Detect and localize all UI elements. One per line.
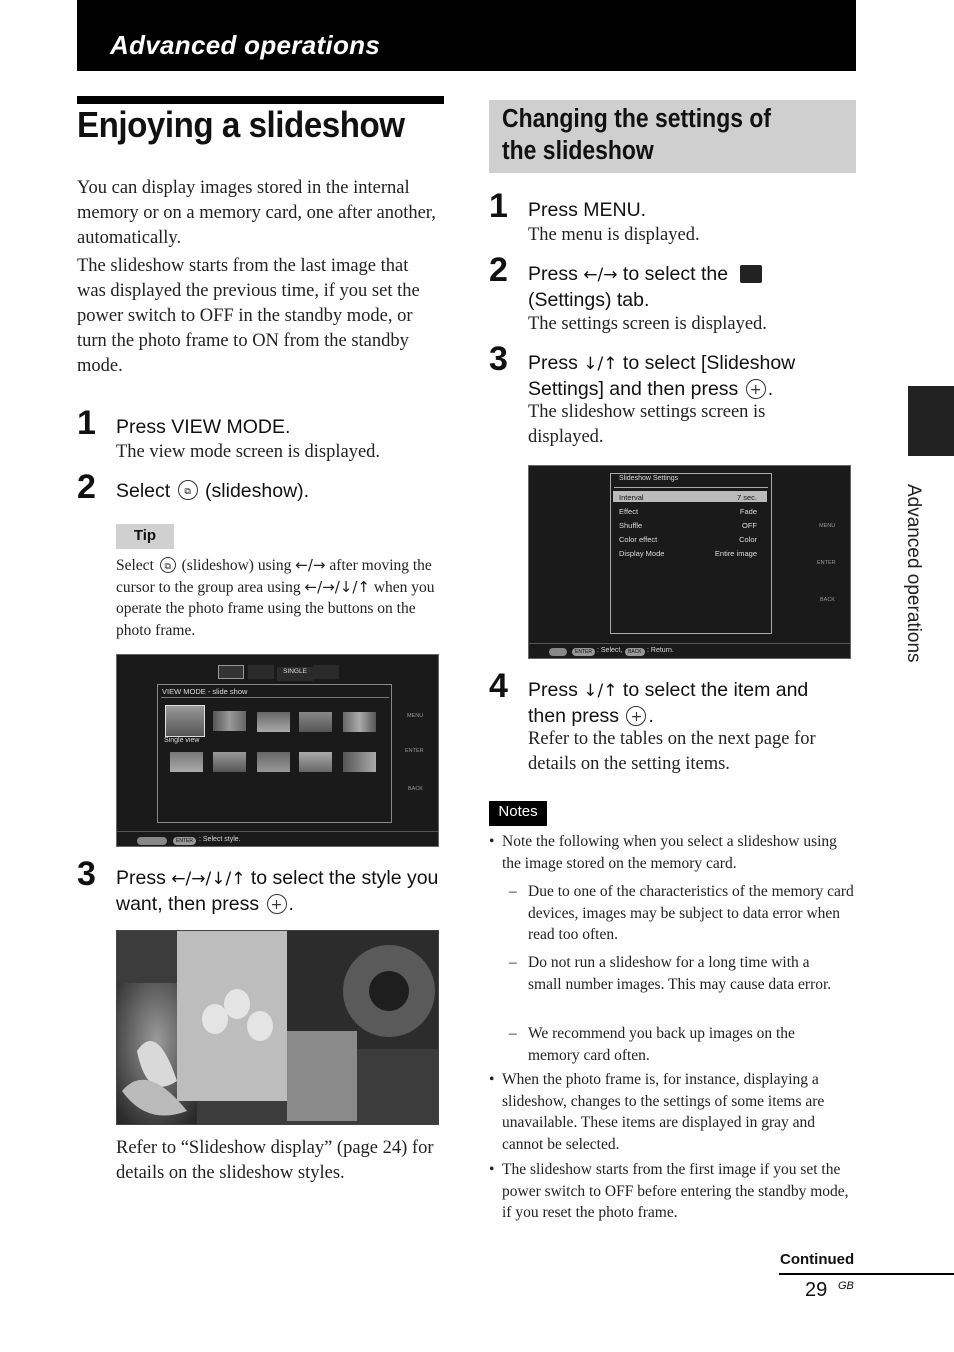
- step-text: to select the: [622, 263, 729, 285]
- tip-text-part: after moving the cursor to the group area using: [116, 557, 432, 596]
- intro-paragraph-2: The slideshow starts from the last image that was displayed the previous time, if you set the power switch to OFF in the standby mode, or turn the photo frame to ON from the standby mode.: [77, 256, 420, 376]
- enter-button-icon: [746, 379, 766, 399]
- step-text: Press: [528, 679, 578, 701]
- step-title: Press MENU.: [528, 199, 647, 221]
- dash-icon: –: [509, 883, 517, 900]
- step-number: 3: [489, 340, 508, 378]
- step-title: [528, 351, 828, 402]
- bullet-icon: •: [489, 1071, 495, 1088]
- status-text: : Select,: [597, 647, 623, 654]
- page-number: 29: [805, 1279, 828, 1301]
- up-down-arrows-icon: ↓/↑: [583, 354, 618, 374]
- status-divider: [117, 831, 438, 832]
- up-down-arrows-icon: ↓/↑: [583, 681, 618, 701]
- setting-value: OFF: [742, 521, 757, 530]
- tab-index: [313, 665, 339, 679]
- arrows-badge-icon: [549, 648, 567, 656]
- step-text: Press: [528, 352, 578, 374]
- step-text: .: [648, 705, 654, 727]
- setting-value: 7 sec.: [736, 493, 757, 502]
- note-dash: Do not run a slideshow for a long time with a small number images. This may cause data error.: [528, 954, 832, 993]
- step-text: Press: [116, 867, 166, 889]
- tab-single: SINGLE: [277, 667, 313, 681]
- step-number: 2: [489, 251, 508, 289]
- enter-label: ENTER: [817, 560, 836, 566]
- enter-button-icon: [626, 706, 646, 726]
- step-number: 2: [77, 468, 96, 506]
- step-description: The slideshow settings screen is displayed.: [528, 402, 766, 447]
- intro-paragraph-1: You can display images stored in the internal memory or on a memory card, one after another, automatically.: [77, 178, 436, 248]
- region-code: GB: [838, 1280, 854, 1292]
- step-text: (slideshow).: [205, 480, 310, 502]
- note-dash: We recommend you back up images on the memory card often.: [528, 1025, 795, 1064]
- dash-icon: –: [509, 1025, 517, 1042]
- setting-label[interactable]: Shuffle: [619, 521, 643, 530]
- four-arrows-icon: ←/→/↓/↑: [304, 577, 370, 596]
- four-arrows-icon: ←/→/↓/↑: [171, 869, 246, 889]
- settings-panel-title: Slideshow Settings: [619, 475, 679, 482]
- step-description: The menu is displayed.: [528, 225, 700, 245]
- bullet-icon: •: [489, 833, 495, 850]
- thumbnail-label: Single view: [164, 737, 200, 744]
- slideshow-icon: [178, 480, 198, 500]
- left-right-arrows-icon: ←/→: [583, 265, 618, 285]
- notes-label: Notes: [498, 803, 538, 820]
- thumbnail: [257, 752, 290, 772]
- thumbnail: [257, 712, 290, 732]
- step-title: [528, 678, 838, 729]
- tip-text-part: (slideshow) using: [181, 557, 292, 574]
- thumbnail: [299, 752, 332, 772]
- tip-text: [116, 555, 442, 641]
- menu-label: MENU: [407, 713, 424, 719]
- note-bullet: The slideshow starts from the first image if you set the power switch to OFF before entering the standby mode, if you reset the photo frame.: [502, 1161, 849, 1221]
- thumbnail: [299, 712, 332, 732]
- refer-text: Refer to “Slideshow display” (page 24) for details on the slideshow styles.: [116, 1138, 434, 1183]
- step-description: The view mode screen is displayed.: [116, 442, 381, 462]
- enter-label: ENTER: [405, 748, 424, 754]
- setting-value: Color: [739, 535, 757, 544]
- step-text: to select the item and then press: [528, 679, 809, 727]
- back-label: BACK: [408, 786, 423, 792]
- continued-label: Continued: [780, 1251, 855, 1268]
- step-description: The settings screen is displayed.: [528, 314, 767, 334]
- step-title: [116, 866, 446, 917]
- tab-slideshow: [218, 665, 244, 679]
- heading-rule: [77, 96, 444, 104]
- setting-label[interactable]: Effect: [619, 507, 639, 516]
- back-label: BACK: [820, 597, 835, 603]
- enter-button-icon: [267, 894, 287, 914]
- settings-toolbox-icon: [740, 265, 762, 283]
- step-number: 4: [489, 667, 508, 705]
- viewmode-screenshot: [116, 654, 439, 847]
- back-badge: BACK: [625, 648, 645, 656]
- note-bullet: Note the following when you select a slideshow using the image stored on the memory card.: [502, 833, 837, 872]
- page-title: Enjoying a slideshow: [77, 104, 405, 145]
- enter-badge: ENTER: [572, 648, 595, 656]
- footer-rule: [779, 1273, 954, 1275]
- thumbnail: [170, 752, 203, 772]
- step-text: .: [767, 378, 774, 400]
- tip-text-part: when you operate the photo frame using the buttons on the photo frame.: [116, 578, 435, 639]
- panel-title: VIEW MODE - slide show: [162, 687, 248, 696]
- menu-label: MENU: [819, 523, 836, 529]
- bullet-icon: •: [489, 1161, 495, 1178]
- enter-badge: ENTER: [173, 837, 196, 845]
- setting-label[interactable]: Interval: [619, 493, 644, 502]
- status-text: : Select style.: [199, 836, 241, 843]
- divider: [614, 487, 768, 488]
- subheading: Changing the settings of the slideshow: [502, 105, 772, 165]
- section-title: Advanced operations: [110, 30, 381, 60]
- slideshow-icon: [160, 557, 176, 573]
- status-divider: [529, 643, 850, 644]
- tip-label: Tip: [133, 527, 157, 544]
- step-text: to select [Slideshow Settings] and then press: [528, 352, 796, 400]
- step-text: Press: [528, 263, 578, 285]
- setting-label[interactable]: Display Mode: [619, 549, 665, 558]
- divider: [161, 697, 389, 698]
- thumbnail: [213, 752, 246, 772]
- tip-text-part: Select: [116, 557, 154, 574]
- step-number: 1: [489, 187, 508, 225]
- step-title: [116, 479, 309, 504]
- left-right-arrows-icon: ←/→: [295, 556, 326, 574]
- thumbnail: [343, 712, 376, 732]
- side-tab-label: Advanced operations: [903, 484, 924, 663]
- note-dash: Due to one of the characteristics of the memory card devices, images may be subject to data error when read too often.: [528, 883, 854, 943]
- arrows-badge-icon: [137, 837, 167, 845]
- step-text: to select the style you want, then press: [116, 867, 439, 915]
- status-text: : Return.: [647, 647, 674, 654]
- setting-value: Fade: [739, 507, 757, 516]
- step-title: Press VIEW MODE.: [116, 416, 291, 438]
- step-description: Refer to the tables on the next page for details on the setting items.: [528, 729, 816, 774]
- thumbnail: [165, 705, 205, 737]
- thumbnail: [343, 752, 376, 772]
- settings-screenshot: [528, 465, 851, 659]
- step-title: [528, 262, 848, 313]
- flower-collage-image: [117, 931, 439, 1125]
- setting-label[interactable]: Color effect: [619, 535, 658, 544]
- dash-icon: –: [509, 954, 517, 971]
- step-text: .: [288, 893, 294, 915]
- note-bullet: When the photo frame is, for instance, displaying a slideshow, changes to the settings of some items are unavailable. These items are displayed in gray and cannot be selected.: [502, 1071, 825, 1153]
- step-number: 1: [77, 404, 96, 442]
- step-number: 3: [77, 855, 96, 893]
- step-text: (Settings) tab.: [528, 289, 650, 311]
- slideshow-photo: [116, 930, 439, 1125]
- side-tab-block: [908, 386, 954, 456]
- setting-value: Entire image: [714, 549, 757, 558]
- step-text: Select: [116, 480, 171, 502]
- tab-clock: [248, 665, 274, 679]
- thumbnail: [213, 711, 246, 731]
